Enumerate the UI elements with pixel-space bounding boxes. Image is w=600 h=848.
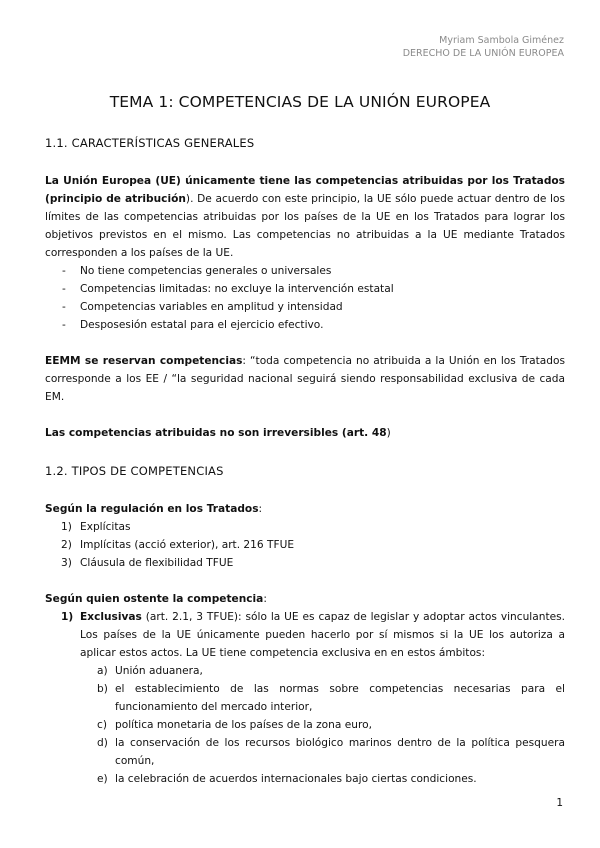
list-item: - Competencias variables en amplitud y intensidad bbox=[45, 298, 565, 316]
item-letter: b) bbox=[97, 683, 108, 695]
item-text: la conservación de los recursos biológico marinos dentro de la política pesquera común, bbox=[115, 737, 565, 767]
list-item bbox=[45, 518, 565, 536]
document-body bbox=[45, 134, 565, 788]
item-letter: e) bbox=[97, 773, 108, 785]
item-text: Unión aduanera, bbox=[115, 665, 203, 677]
page-number: 1 bbox=[556, 797, 563, 809]
irreversible-bold-text: Las competencias atribuidas no son irreversibles (art. 48 bbox=[45, 427, 387, 439]
exclusive-text: (art. 2.1, 3 TFUE): sólo la UE es capaz de legislar y adoptar actos vinculantes. Los países de la UE únicamente pueden hacerlo por sí mismos si la UE los autoriza a aplicar estos actos. La UE tiene competencia exclusiva en en estos ámbitos: bbox=[80, 611, 565, 659]
section-1-heading: 1.1. CARACTERÍSTICAS GENERALES bbox=[45, 136, 255, 150]
holder-list bbox=[45, 608, 565, 788]
irreversible-paragraph bbox=[45, 424, 565, 442]
list-item bbox=[45, 554, 565, 572]
item-number: 1) bbox=[61, 611, 74, 623]
section-2-heading: 1.2. TIPOS DE COMPETENCIAS bbox=[45, 464, 224, 478]
item-text: el establecimiento de las normas sobre competencias necesarias para el funcionamiento del mercado interior, bbox=[115, 683, 565, 713]
characteristics-list bbox=[45, 262, 565, 334]
exclusive-item bbox=[45, 608, 565, 788]
intro-rest-text: . De acuerdo con este principio, la UE sólo puede actuar dentro de los límites de las competencias atribuidas por los países de la UE en los Tratados para lograr los objetivos previstos en el mismo. Las competencias no atribuidas a la UE mediante Tratados corresponden a los países de la UE. bbox=[45, 193, 566, 259]
item-number: 3) bbox=[61, 557, 72, 569]
item-letter: d) bbox=[97, 737, 108, 749]
list-item bbox=[45, 536, 565, 554]
list-item bbox=[80, 734, 565, 770]
item-number: 2) bbox=[61, 539, 72, 551]
holder-colon: : bbox=[263, 593, 267, 605]
header-author: Myriam Sambola Giménez bbox=[439, 35, 564, 46]
list-item: - No tiene competencias generales o universales bbox=[45, 262, 565, 280]
list-item: - Desposesión estatal para el ejercicio efectivo. bbox=[45, 316, 565, 334]
intro-bold-text: La Unión Europea (UE) únicamente tiene las competencias atribuidas por los Tratados (principio de atribución bbox=[45, 175, 565, 205]
list-item bbox=[80, 680, 565, 716]
eemm-bold-text: EEMM se reservan competencias bbox=[45, 355, 243, 367]
regulation-list bbox=[45, 518, 565, 572]
regulation-label: Según la regulación en los Tratados bbox=[45, 503, 259, 515]
item-text: política monetaria de los países de la zona euro, bbox=[115, 719, 372, 731]
item-text: Implícitas (acció exterior), art. 216 TFUE bbox=[80, 539, 295, 551]
exclusive-label: Exclusivas bbox=[80, 611, 142, 623]
intro-paragraph: La Unión Europea (UE) únicamente tiene las competencias atribuidas por los Tratados (principio de atribución). De acuerdo con este principio, la UE sólo puede actuar dentro de los límites de las competencias atribuidas por los países de la UE en los Tratados para lograr los objetivos previstos en el mismo. Las competencias no atribuidas a la UE mediante Tratados corresponden a los países de la UE. bbox=[45, 175, 566, 259]
holder-label: Según quien ostente la competencia bbox=[45, 593, 264, 605]
page-header bbox=[403, 34, 564, 60]
eemm-rest-text: : “toda competencia no atribuida a la Unión en los Tratados corresponde a los EE / “la seguridad nacional seguirá siendo responsabilidad exclusiva de cada EM. bbox=[45, 355, 565, 403]
header-course: DERECHO DE LA UNIÓN EUROPEA bbox=[402, 48, 564, 59]
regulation-colon: : bbox=[258, 503, 263, 515]
item-letter: a) bbox=[97, 665, 108, 677]
exclusive-areas-list bbox=[80, 662, 565, 788]
document-title: TEMA 1: COMPETENCIAS DE LA UNIÓN EUROPEA bbox=[109, 93, 491, 111]
item-text: Cláusula de flexibilidad TFUE bbox=[80, 557, 234, 569]
regulation-label-line bbox=[45, 500, 565, 518]
list-item bbox=[80, 662, 565, 680]
item-text: la celebración de acuerdos internacionales bajo ciertas condiciones. bbox=[115, 773, 477, 785]
holder-label-line bbox=[45, 590, 565, 608]
list-item bbox=[80, 770, 565, 788]
item-text: Explícitas bbox=[80, 521, 131, 533]
item-number: 1) bbox=[61, 521, 72, 533]
list-item bbox=[80, 716, 565, 734]
eemm-paragraph bbox=[45, 352, 565, 406]
irreversible-rest-text: ) bbox=[386, 427, 391, 439]
list-item: - Competencias limitadas: no excluye la intervención estatal bbox=[45, 280, 565, 298]
item-letter: c) bbox=[97, 719, 107, 731]
